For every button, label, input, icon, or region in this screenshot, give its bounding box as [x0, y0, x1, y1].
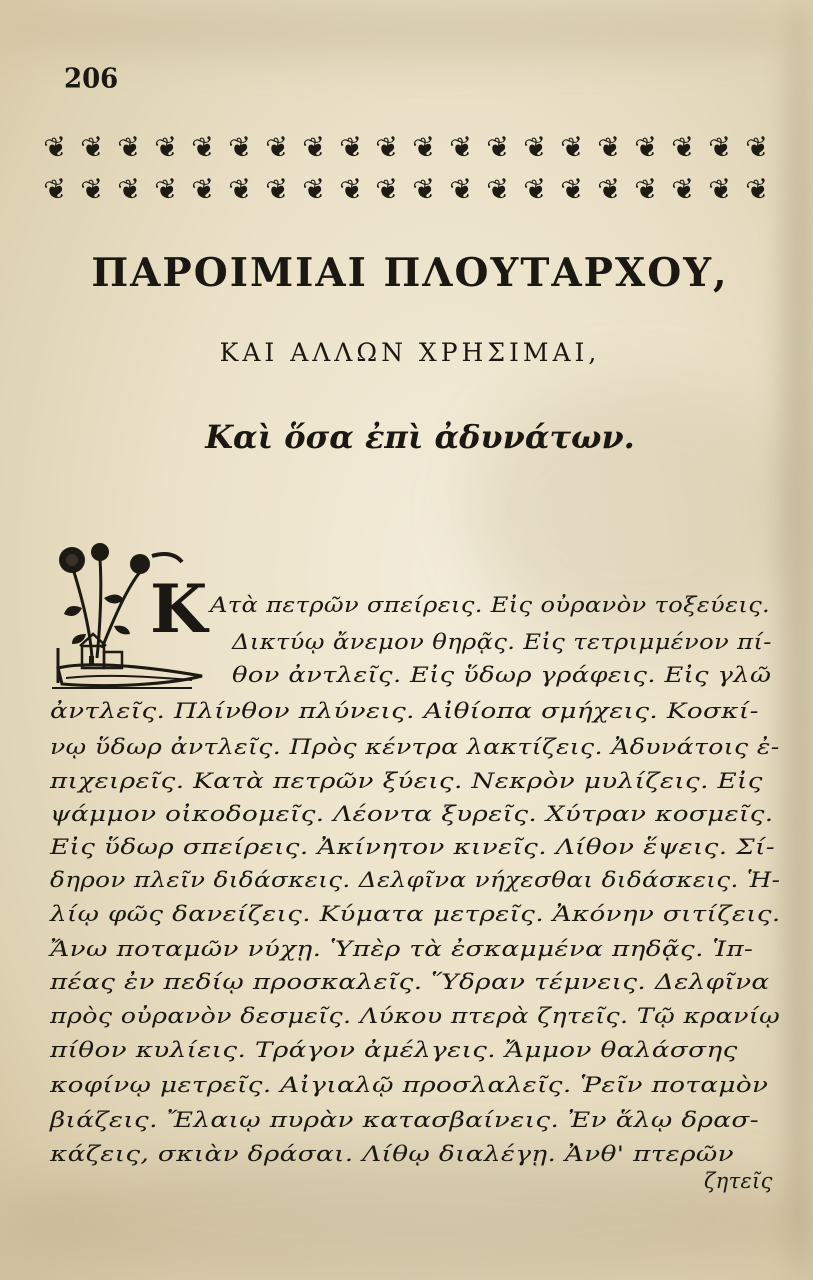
fleuron-icon: ❦ — [595, 128, 625, 167]
fleuron-row — [40, 170, 773, 211]
fleuron-icon: ❦ — [410, 170, 441, 209]
text-line: ψάμμον οἰκοδομεῖς. Λέοντα ξυρεῖς. Χύτραν κοσμεῖς. — [50, 802, 774, 826]
text-line: θον ἀντλεῖς. Εἰς ὕδωρ γράφεις. Εἰς γλῶ — [232, 663, 772, 687]
drop-cap-letter: Κ — [150, 570, 208, 648]
text-line: δηρον πλεῖν διδάσκεις. Δελφῖνα νήχεσθαι διδάσκεις. Ἡ- — [50, 868, 781, 892]
text-line: λίῳ φῶς δανείζεις. Κύματα μετρεῖς. Ἀκόνην σιτίζεις. — [50, 902, 781, 926]
text-line: ζητεῖς — [704, 1169, 773, 1193]
fleuron-icon: ❦ — [668, 170, 699, 209]
text-line: πέας ἐν πεδίῳ προσκαλεῖς. Ὕδραν τέμνεις. Δελφῖνα — [50, 970, 770, 994]
page-number: 206 — [64, 63, 119, 95]
fleuron-icon: ❦ — [484, 128, 515, 167]
text-line: κάζεις, σκιὰν δράσαι. Λίθῳ διαλέγῃ. Ἀνθ' πτερῶν — [50, 1142, 735, 1166]
fleuron-icon: ❦ — [705, 170, 736, 209]
fleuron-icon: ❦ — [595, 170, 625, 209]
fleuron-icon: ❦ — [262, 128, 293, 167]
page-subtitle: ΚΑΙ ΑΛΛΩΝ ΧΡΗΣΙΜΑΙ, — [219, 338, 601, 367]
fleuron-icon: ❦ — [521, 128, 551, 167]
fleuron-icon: ❦ — [742, 128, 773, 167]
text-line: πρὸς οὐρανὸν δεσμεῖς. Λύκου πτερὰ ζητεῖς. Τῷ κρανίῳ — [50, 1004, 781, 1028]
section-heading: Καὶ ὅσα ἐπὶ ἀδυνάτων. — [205, 418, 635, 456]
fleuron-icon: ❦ — [558, 128, 588, 167]
fleuron-icon: ❦ — [336, 128, 367, 167]
page-title: ΠΑΡΟΙΜΙΑΙ ΠΛΟΥΤΑΡΧΟΥ, — [91, 250, 729, 296]
fleuron-icon: ❦ — [151, 170, 182, 209]
fleuron-icon: ❦ — [299, 128, 330, 167]
fleuron-icon: ❦ — [114, 128, 145, 167]
text-line: πιχειρεῖς. Κατὰ πετρῶν ξύεις. Νεκρὸν μυλίζεις. Εἰς — [50, 769, 763, 793]
text-line: Ἄνω ποταμῶν νύχῃ. Ὑπὲρ τὰ ἐσκαμμένα πηδᾷς. Ἱπ- — [50, 937, 754, 961]
fleuron-icon: ❦ — [410, 128, 441, 167]
fleuron-icon: ❦ — [77, 128, 108, 167]
fleuron-icon: ❦ — [447, 170, 478, 209]
fleuron-icon: ❦ — [262, 170, 293, 209]
fleuron-icon: ❦ — [77, 170, 108, 209]
fleuron-icon: ❦ — [40, 170, 71, 209]
fleuron-icon: ❦ — [705, 128, 736, 167]
fleuron-icon: ❦ — [336, 170, 367, 209]
fleuron-icon: ❦ — [299, 170, 330, 209]
paper-edge-shadow — [780, 0, 813, 1280]
fleuron-icon: ❦ — [114, 170, 145, 209]
text-line: πίθον κυλίεις. Τράγον ἀμέλγεις. Ἄμμον θαλάσσης — [50, 1038, 738, 1062]
text-line: βιάζεις. Ἔλαιῳ πυρὰν κατασβαίνεις. Ἐν ἅλῳ δρασ- — [50, 1108, 759, 1132]
fleuron-icon: ❦ — [447, 128, 478, 167]
fleuron-icon: ❦ — [225, 170, 256, 209]
fleuron-icon: ❦ — [668, 128, 699, 167]
fleuron-icon: ❦ — [558, 170, 588, 209]
fleuron-icon: ❦ — [631, 128, 662, 167]
text-line: Ατὰ πετρῶν σπείρεις. Εἰς οὐρανὸν τοξεύεις. — [210, 593, 771, 617]
fleuron-icon: ❦ — [484, 170, 515, 209]
fleuron-icon: ❦ — [188, 170, 219, 209]
text-line: κοφίνῳ μετρεῖς. Αἰγιαλῷ προσλαλεῖς. Ῥεῖν ποταμὸν — [50, 1073, 769, 1097]
fleuron-icon: ❦ — [151, 128, 182, 167]
fleuron-icon: ❦ — [40, 128, 71, 167]
fleuron-icon: ❦ — [521, 170, 551, 209]
paper-stain — [0, 0, 813, 60]
text-line: νῳ ὕδωρ ἀντλεῖς. Πρὸς κέντρα λακτίζεις. Ἀδυνάτοις ἐ- — [50, 735, 780, 759]
fleuron-icon: ❦ — [373, 128, 404, 167]
text-line: ἀντλεῖς. Πλίνθον πλύνεις. Αἰθίοπα σμήχεις. Κοσκί- — [50, 699, 759, 723]
text-line: Εἰς ὕδωρ σπείρεις. Ἀκίνητον κινεῖς. Λίθον ἕψεις. Σί- — [50, 835, 776, 859]
paper-stain — [0, 1150, 813, 1280]
fleuron-icon: ❦ — [742, 170, 773, 209]
fleuron-row — [40, 128, 773, 169]
fleuron-icon: ❦ — [631, 170, 662, 209]
fleuron-icon: ❦ — [373, 170, 404, 209]
fleuron-border — [40, 128, 773, 213]
text-line: Δικτύῳ ἄνεμον θηρᾷς. Εἰς τετριμμένον πί- — [232, 630, 772, 654]
fleuron-icon: ❦ — [188, 128, 219, 167]
fleuron-icon: ❦ — [225, 128, 256, 167]
